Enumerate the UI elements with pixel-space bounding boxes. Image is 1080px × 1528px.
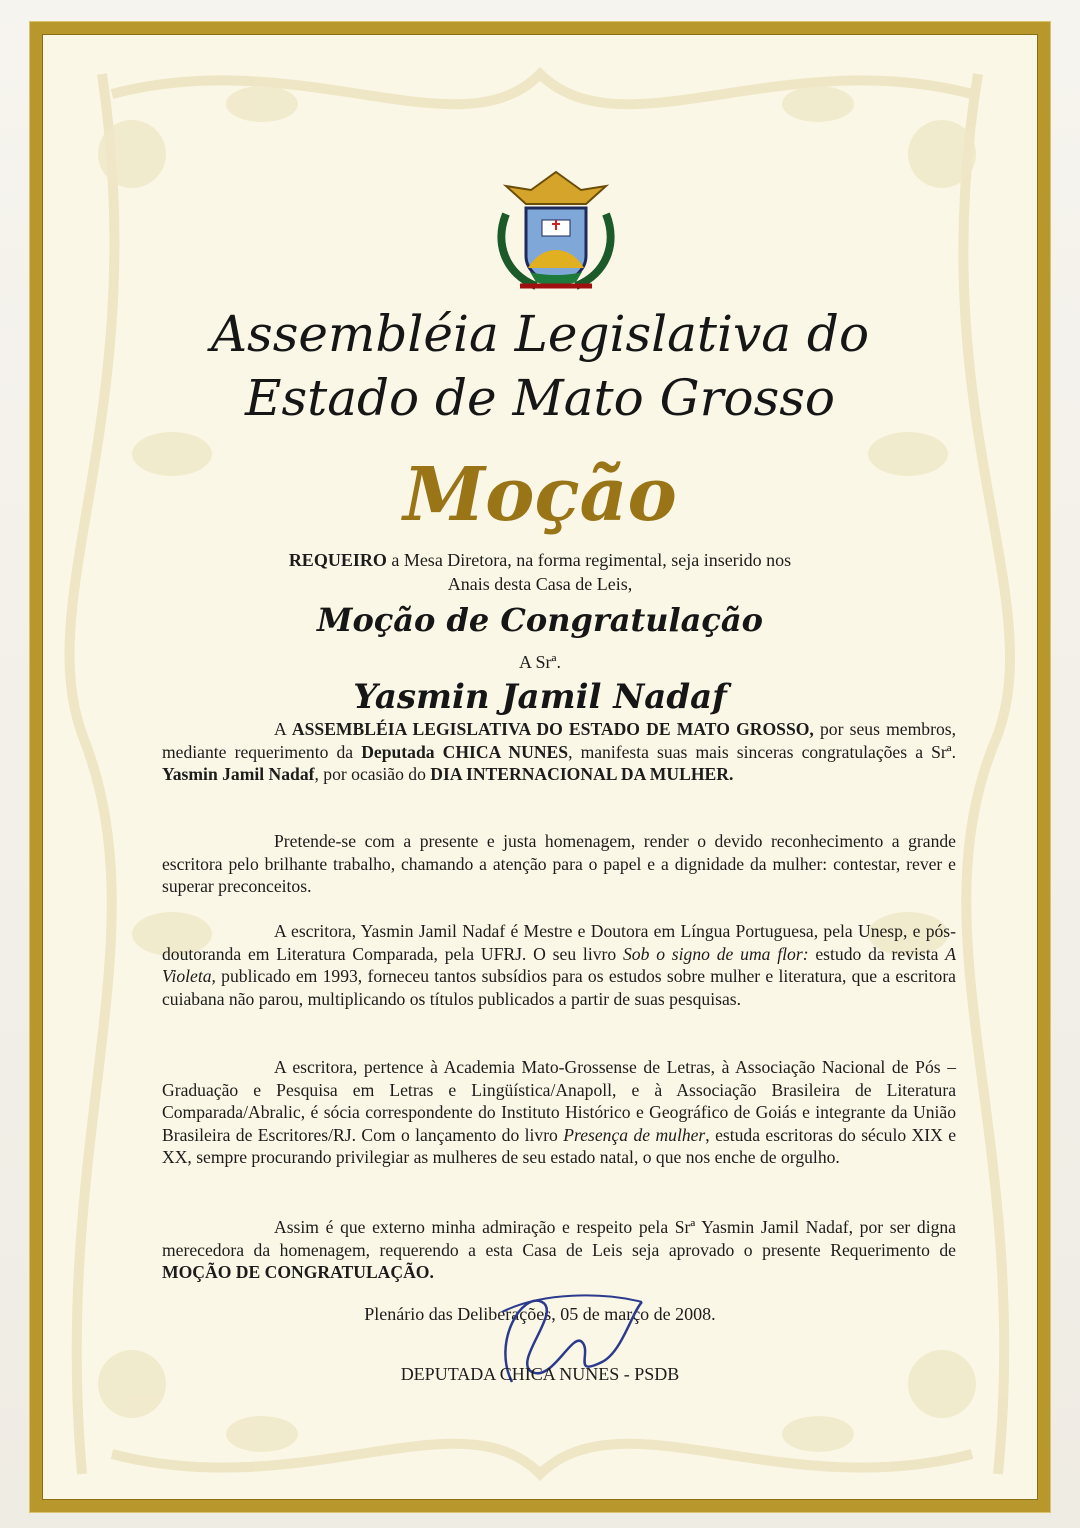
p5-motion: MOÇÃO DE CONGRATULAÇÃO.	[162, 1262, 434, 1282]
p1-text-c: por seus membros, mediante requerimento da	[162, 719, 956, 762]
p3-magazine-title: A Violeta,	[162, 943, 957, 986]
p5-text-a: Assim é que externo minha admiração e respeito pela Srª Yasmin Jamil Nadaf, por ser digna merecedora da homenagem, requerendo a esta Casa de Leis seja aprovado o presente Requerimento de	[162, 1217, 956, 1260]
p1-deputy: Deputada CHICA NUNES	[361, 741, 569, 762]
paragraph-4	[162, 1056, 956, 1169]
p4-book-title: Presença de mulher	[563, 1124, 706, 1145]
institution-line-1: Assembléia Legislativa do	[210, 305, 870, 363]
paragraph-5	[162, 1216, 956, 1284]
honoree-name: Yasmin Jamil Nadaf	[353, 677, 727, 717]
document-title: Moção	[403, 452, 677, 538]
place-date: Plenário das Deliberações, 05 de março de 2008.	[364, 1304, 716, 1324]
p3-text-c: estudo da revista	[808, 943, 946, 964]
p3-text-a: A escritora, Yasmin Jamil Nadaf é Mestre e Doutora em Língua Portuguesa, pela Unesp, e pós-doutoranda em Literatura Comparada, pela UFRJ. O seu livro	[162, 921, 956, 964]
p3-book-title: Sob o signo de uma flor:	[622, 943, 809, 964]
paragraph-1	[162, 718, 956, 786]
institution-line-2: Estado de Mato Grosso	[244, 369, 835, 427]
gold-frame	[30, 22, 1050, 1512]
request-line-1	[102, 548, 978, 572]
request-bold: REQUEIRO	[288, 550, 387, 570]
p3-text-e: publicado em 1993, forneceu tantos subsídios para os estudos sobre mulher e literatura, que a escritora cuiabana não parou, multiplicando os títulos publicados a partir de suas pesquisas.	[162, 966, 956, 1009]
paragraph-2: Pretende-se com a presente e justa homenagem, render o devido reconhecimento a grande escritora pelo brilhante trabalho, chamando a atenção para o papel e a dignidade da mulher: contestar, rever e superar preconceitos.	[162, 831, 956, 896]
p4-text-c: , estuda escritoras do século XIX e XX, sempre procurando privilegiar as mulheres de seu estado natal, o que nos enche de orgulho.	[162, 1124, 956, 1167]
request-line-2: Anais desta Casa de Leis,	[447, 574, 633, 594]
p1-text-a: A	[274, 719, 292, 739]
request-rest: a Mesa Diretora, na forma regimental, seja inserido nos	[386, 550, 792, 570]
p1-text-g: , por ocasião do	[314, 764, 431, 784]
p4-text-a: A escritora, pertence à Academia Mato-Grossense de Letras, à Associação Nacional de Pós –Graduação e Pesquisa em Letras e Lingüística/Anapoll, e à Associação Brasileira de Literatura Comparada/Abralic, é sócia correspondente do Instituto Histórico e Geográfico de Goiás e integrante da União Brasileira de Escritores/RJ. Com o lançamento do livro	[162, 1057, 956, 1145]
p1-honoree: Yasmin Jamil Nadaf	[162, 764, 315, 784]
state-coat-of-arms-icon	[486, 164, 626, 294]
p1-assembly: ASSEMBLÉIA LEGISLATIVA DO ESTADO DE MATO GROSSO,	[291, 719, 814, 739]
addressee-prefix: A Srª.	[519, 652, 561, 672]
p1-text-e: , manifesta suas mais sinceras congratulações a Srª.	[568, 741, 956, 762]
paragraph-3	[162, 920, 956, 1010]
signatory: DEPUTADA CHICA NUNES - PSDB	[400, 1364, 680, 1384]
motion-type: Moção de Congratulação	[317, 601, 763, 639]
p1-occasion: DIA INTERNACIONAL DA MULHER.	[430, 764, 734, 784]
